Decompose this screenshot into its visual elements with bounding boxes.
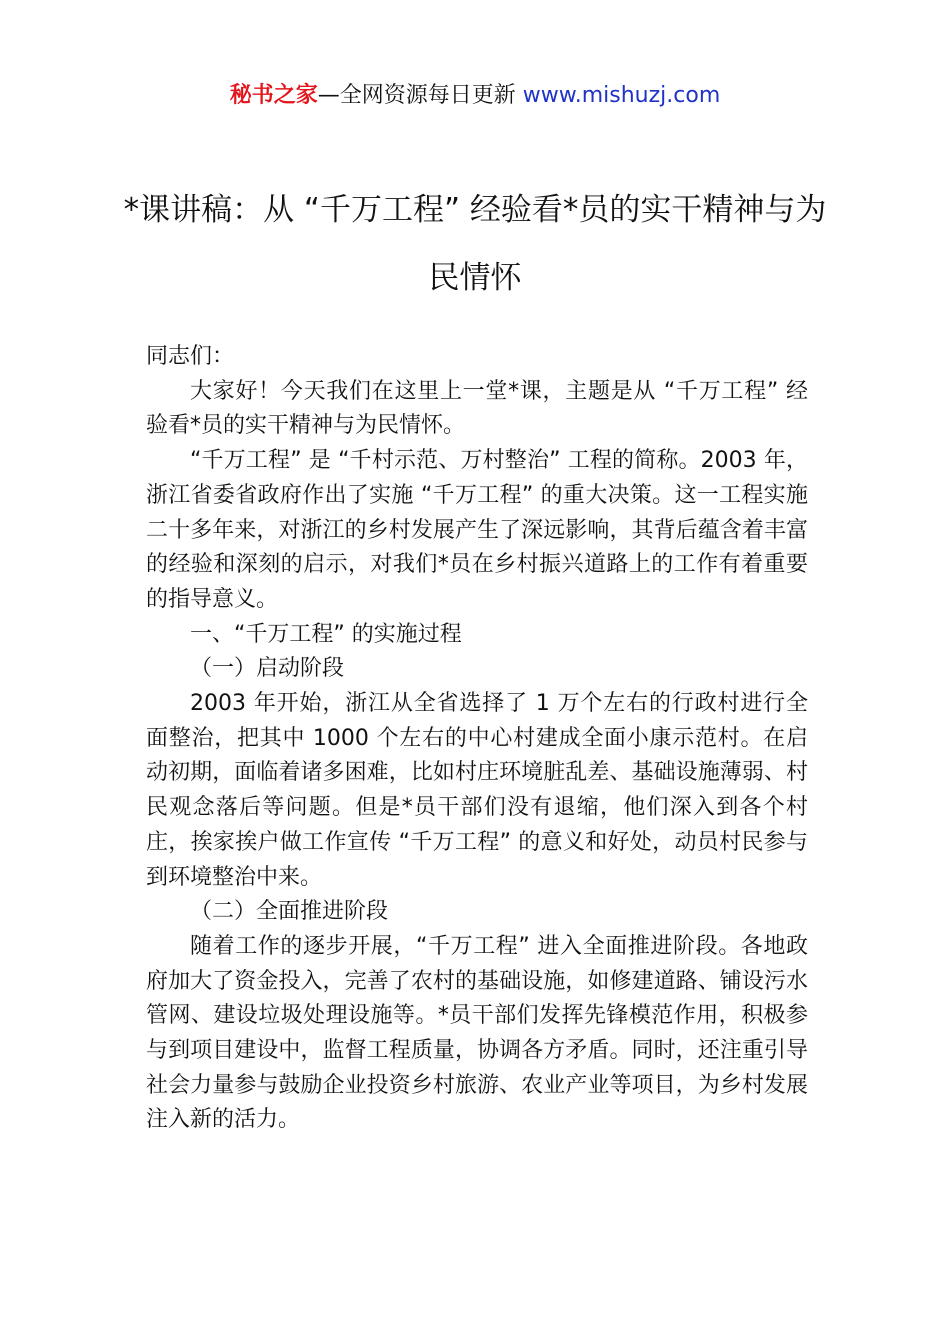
paragraph-launch-phase: 2003 年开始，浙江从全省选择了 1 万个左右的行政村进行全面整治，把其中 1000 个左右的中心村建成全面小康示范村。在启动初期，面临着诸多困难，比如村庄环境脏乱差、基础设施薄弱、村民观念落后等问题。但是*员干部们没有退缩，他们深入到各个村庄，挨家挨户做工作宣传 “千万工程” 的意义和好处，动员村民参与到环境整治中来。 [146,691,808,890]
paragraph-greeting: 大家好！今天我们在这里上一堂*课，主题是从 “千万工程” 经验看*员的实干精神与为民情怀。 [146,378,808,439]
subsection-heading-1: （一）启动阶段 [190,656,345,682]
document-title: *课讲稿：从 “千万工程” 经验看*员的实干精神与为民情怀 [123,192,827,296]
paragraph-full-advance-phase: 随着工作的逐步开展，“千万工程” 进入全面推进阶段。各地政府加大了资金投入，完善了农村的基础设施，如修建道路、铺设污水管网、建设垃圾处理设施等。*员干部们发挥先锋模范作用，积极参与到项目建设中，监督工程质量，协调各方矛盾。同时，还注重引导社会力量参与鼓励企业投资乡村旅游、农业产业等项目，为乡村发展注入新的活力。 [146,933,808,1133]
site-header [0,80,950,112]
salutation: 同志们： [146,344,235,369]
site-brand: 秘书之家 [229,83,318,108]
document-body [146,340,808,1138]
subsection-heading-2: （二）全面推进阶段 [190,899,389,925]
site-tagline: —全网资源每日更新 [317,83,523,108]
paragraph-introduction: “千万工程” 是 “千村示范、万村整治” 工程的简称。2003 年，浙江省委省政府作出了实施 “千万工程” 的重大决策。这一工程实施二十多年来，对浙江的乡村发展产生了深远影响，其背后蕴含着丰富的经验和深刻的启示，对我们*员在乡村振兴道路上的工作有着重要的指导意义。 [146,448,808,612]
section-heading-1: 一、“千万工程” 的实施过程 [190,621,462,647]
site-url-link[interactable]: www.mishuzj.com [522,83,721,108]
